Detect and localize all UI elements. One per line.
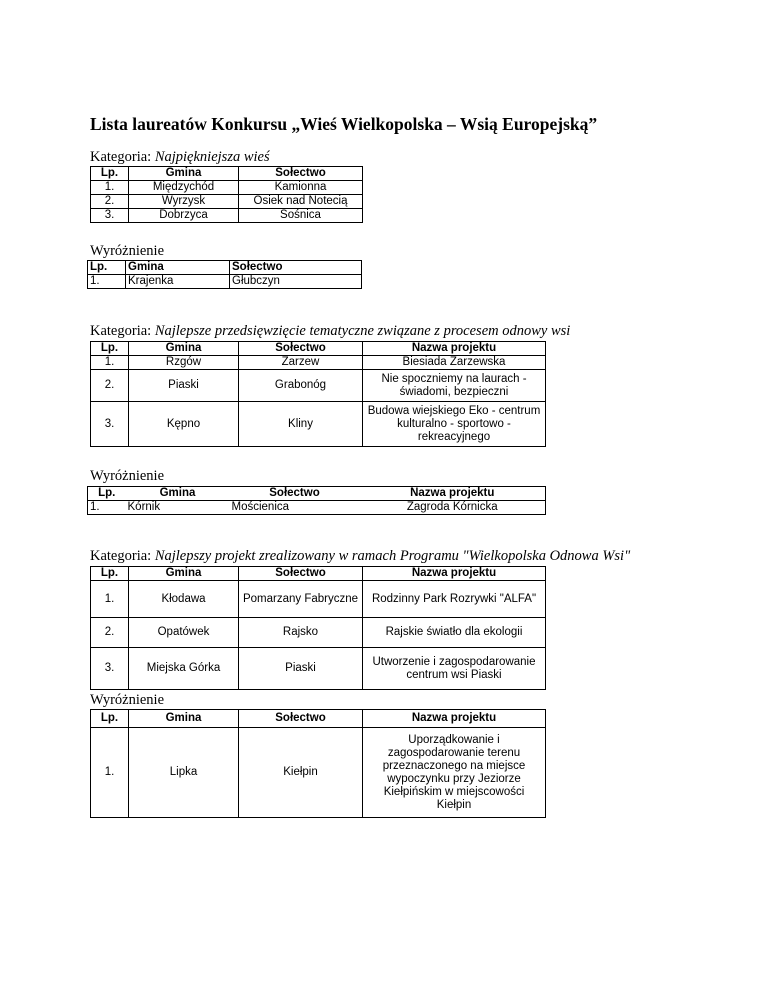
- cell-gmina: Rzgów: [129, 356, 239, 370]
- cell-projekt: Budowa wiejskiego Eko - centrum kulturalno - sportowo - rekreacyjnego: [363, 402, 546, 447]
- category-2-winners-table: [90, 341, 546, 447]
- category-label: Kategoria:: [90, 323, 152, 339]
- header-solectwo: Sołectwo: [239, 567, 363, 581]
- honorable-heading-3: Wyróżnienie: [90, 692, 165, 708]
- table-header-row: [91, 167, 363, 181]
- header-gmina: Gmina: [129, 567, 239, 581]
- table-row: [91, 648, 546, 690]
- table-header-row: [91, 710, 546, 728]
- cell-projekt: Nie spoczniemy na laurach - świadomi, bezpieczni: [363, 370, 546, 402]
- header-projekt: Nazwa projektu: [363, 567, 546, 581]
- cell-lp: 2.: [91, 195, 129, 209]
- category-2-heading: [90, 323, 570, 340]
- category-2-name: Najlepsze przedsięwzięcie tematyczne związane z procesem odnowy wsi: [154, 323, 571, 339]
- cell-gmina: Wyrzysk: [129, 195, 239, 209]
- header-gmina: Gmina: [129, 167, 239, 181]
- cell-lp: 1.: [90, 501, 100, 513]
- cell-lp: 1.: [91, 356, 129, 370]
- cell-solectwo: Kiełpin: [239, 728, 363, 818]
- category-3-winners-table: [90, 566, 546, 690]
- cell-projekt: Rajskie światło dla ekologii: [363, 618, 546, 648]
- cell-gmina: Krajenka: [126, 275, 230, 289]
- table-header-row: [88, 487, 546, 501]
- category-1-honorable-table: [87, 260, 362, 289]
- table-row: [91, 356, 546, 370]
- header-lp: Lp.: [88, 261, 126, 275]
- cell-solectwo: Mościenica: [231, 501, 290, 513]
- category-2-honorable-table: [87, 486, 546, 515]
- cell-gmina: Międzychód: [129, 181, 239, 195]
- table-row: [88, 501, 546, 515]
- table-row: [91, 728, 546, 818]
- category-3-heading: [90, 548, 630, 565]
- header-solectwo: Sołectwo: [239, 342, 363, 356]
- cell-gmina: Kłodawa: [129, 581, 239, 618]
- header-solectwo: Sołectwo: [230, 487, 360, 501]
- table-row: [91, 581, 546, 618]
- table-row: [91, 195, 363, 209]
- header-lp: Lp.: [91, 567, 129, 581]
- cell-solectwo: Osiek nad Notecią: [239, 195, 363, 209]
- category-label: Kategoria:: [90, 149, 152, 165]
- table-header-row: [91, 342, 546, 356]
- header-gmina: Gmina: [126, 487, 230, 501]
- header-gmina: Gmina: [129, 710, 239, 728]
- honorable-heading-1: Wyróżnienie: [90, 243, 165, 259]
- table-header-row: [88, 261, 362, 275]
- cell-solectwo: Głubczyn: [230, 275, 362, 289]
- cell-solectwo: Kamionna: [239, 181, 363, 195]
- cell-solectwo: Piaski: [239, 648, 363, 690]
- cell-solectwo: Sośnica: [239, 209, 363, 223]
- cell-lp: 3.: [91, 209, 129, 223]
- table-header-row: [91, 567, 546, 581]
- header-projekt: Nazwa projektu: [360, 487, 546, 501]
- honorable-heading-2: Wyróżnienie: [90, 468, 165, 484]
- category-3-name: Najlepszy projekt zrealizowany w ramach Programu "Wielkopolska Odnowa Wsi": [154, 548, 631, 564]
- cell-solectwo: Kliny: [239, 402, 363, 447]
- header-gmina: Gmina: [126, 261, 230, 275]
- cell-gmina: Miejska Górka: [129, 648, 239, 690]
- category-label: Kategoria:: [90, 548, 152, 564]
- cell-gmina: Lipka: [129, 728, 239, 818]
- cell-projekt: Rodzinny Park Rozrywki "ALFA": [363, 581, 546, 618]
- header-projekt: Nazwa projektu: [363, 342, 546, 356]
- cell-lp: 2.: [91, 370, 129, 402]
- cell-gmina: Dobrzyca: [129, 209, 239, 223]
- cell-lp: 1.: [91, 581, 129, 618]
- cell-gmina: Piaski: [129, 370, 239, 402]
- table-row: [88, 275, 362, 289]
- cell-solectwo: Zarzew: [239, 356, 363, 370]
- cell-lp: 3.: [91, 402, 129, 447]
- cell-projekt: Utworzenie i zagospodarowanie centrum wsi Piaski: [363, 648, 546, 690]
- header-lp: Lp.: [91, 710, 129, 728]
- cell-lp: 3.: [91, 648, 129, 690]
- header-solectwo: Sołectwo: [230, 261, 362, 275]
- cell-projekt: Uporządkowanie i zagospodarowanie terenu przeznaczonego na miejsce wypoczynku przy Jeziorze Kiełpińskim w miejscowości Kiełpin: [363, 728, 546, 818]
- cell-lp: 2.: [91, 618, 129, 648]
- cell-gmina: Kórnik: [127, 501, 161, 513]
- header-lp: Lp.: [88, 487, 126, 501]
- category-3-honorable-table: [90, 709, 546, 818]
- category-1-winners-table: [90, 166, 363, 223]
- table-row: [91, 209, 363, 223]
- cell-solectwo: Pomarzany Fabryczne: [239, 581, 363, 618]
- header-lp: Lp.: [91, 167, 129, 181]
- cell-solectwo: Rajsko: [239, 618, 363, 648]
- cell-lp: 1.: [91, 181, 129, 195]
- cell-projekt: Biesiada Zarzewska: [363, 356, 546, 370]
- cell-gmina: Opatówek: [129, 618, 239, 648]
- table-row: [91, 370, 546, 402]
- category-1-heading: [90, 149, 270, 166]
- table-row: [91, 402, 546, 447]
- category-1-name: Najpiękniejsza wieś: [154, 149, 270, 165]
- cell-projekt: Zagroda Kórnicka: [406, 501, 498, 513]
- header-solectwo: Sołectwo: [239, 167, 363, 181]
- table-row: [91, 181, 363, 195]
- header-gmina: Gmina: [129, 342, 239, 356]
- header-solectwo: Sołectwo: [239, 710, 363, 728]
- header-lp: Lp.: [91, 342, 129, 356]
- table-row: [91, 618, 546, 648]
- cell-lp: 1.: [91, 728, 129, 818]
- page-title: Lista laureatów Konkursu „Wieś Wielkopolska – Wsią Europejską”: [90, 114, 598, 134]
- cell-lp: 1.: [88, 275, 126, 289]
- header-projekt: Nazwa projektu: [363, 710, 546, 728]
- cell-gmina: Kępno: [129, 402, 239, 447]
- cell-solectwo: Grabonóg: [239, 370, 363, 402]
